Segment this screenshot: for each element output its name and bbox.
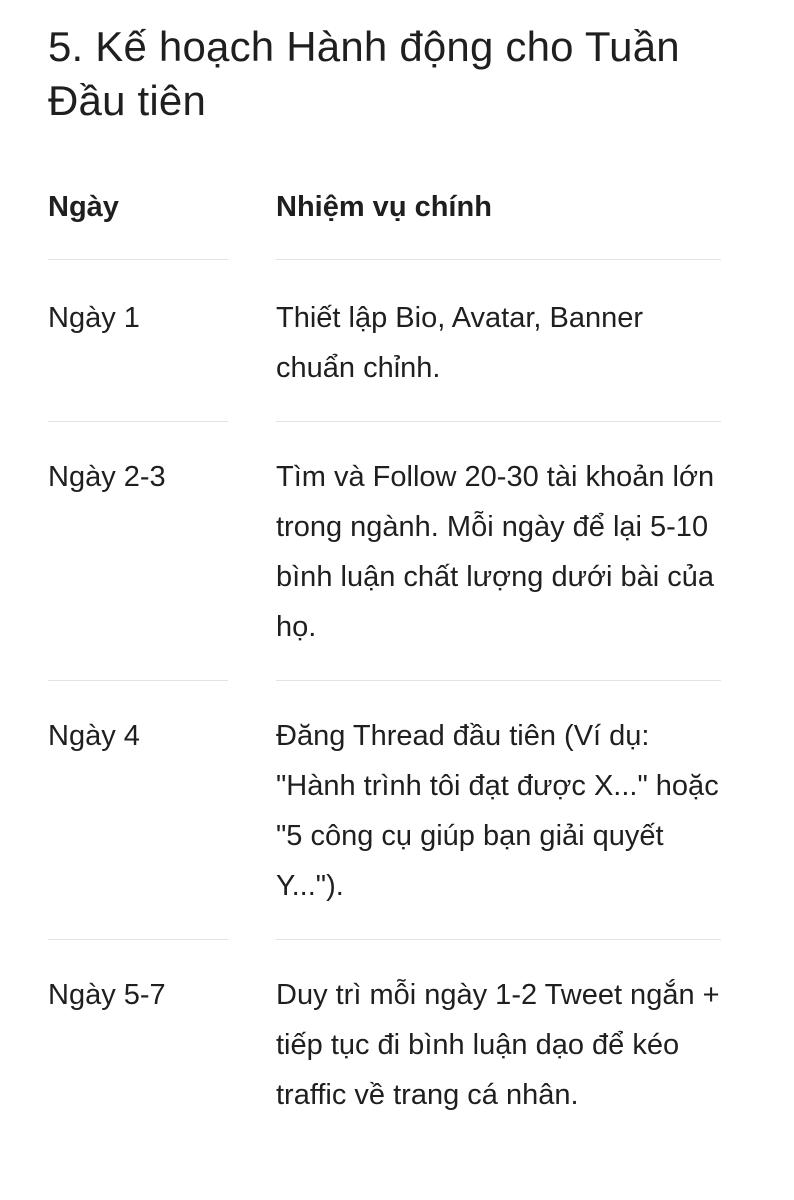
row-divider-day (48, 680, 228, 681)
header-divider-day (48, 259, 228, 260)
row-divider-task (276, 680, 721, 681)
row-divider-task (276, 421, 721, 422)
row-day: Ngày 4 (48, 720, 140, 752)
section-title: 5. Kế hoạch Hành động cho Tuần Đầu tiên (48, 23, 680, 124)
row-task: Tìm và Follow 20-30 tài khoản lớn trong ngành. Mỗi ngày để lại 5-10 bình luận chất lượng dưới bài của họ. (276, 461, 715, 643)
row-divider-day (48, 421, 228, 422)
table-header-row (0, 182, 794, 260)
row-task: Thiết lập Bio, Avatar, Banner chuẩn chỉnh. (276, 302, 644, 384)
row-task: Đăng Thread đầu tiên (Ví dụ: "Hành trình tôi đạt được X..." hoặc "5 công cụ giúp bạn giải quyết Y..."). (276, 720, 719, 902)
row-day: Ngày 5-7 (48, 979, 166, 1011)
row-task: Duy trì mỗi ngày 1-2 Tweet ngắn + tiếp tục đi bình luận dạo để kéo traffic về trang cá nhân. (276, 979, 720, 1111)
header-day: Ngày (48, 191, 119, 223)
row-divider-task (276, 939, 721, 940)
header-task: Nhiệm vụ chính (276, 191, 492, 223)
header-divider-task (276, 259, 721, 260)
row-day: Ngày 1 (48, 302, 140, 334)
row-divider-day (48, 939, 228, 940)
row-day: Ngày 2-3 (48, 461, 166, 493)
